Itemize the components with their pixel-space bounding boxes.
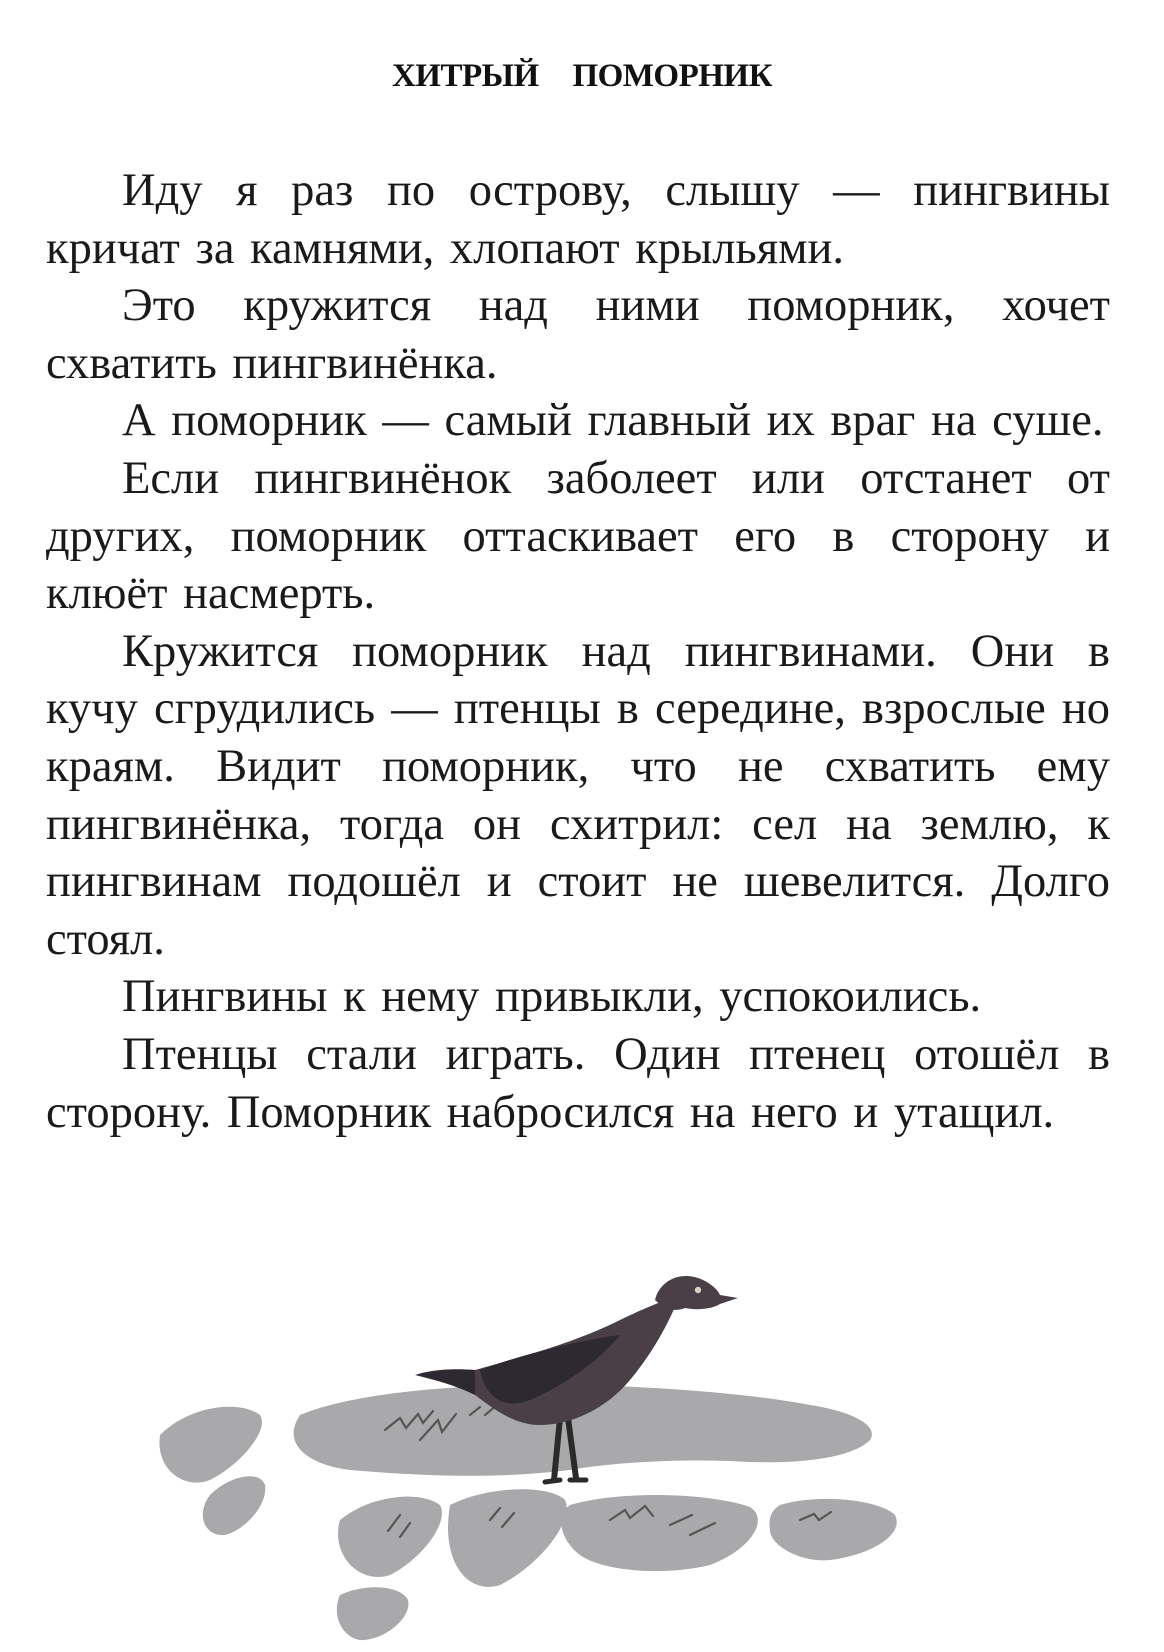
story-text (46, 162, 1110, 1141)
paragraph: Это кружится над ними поморник, хочет схватить пингвинёнка. (46, 280, 1110, 389)
rock-small-left (203, 1476, 265, 1535)
paragraph: Птенцы стали играть. Один птенец отошёл в сторону. Поморник набросился на него и утащил. (46, 1028, 1110, 1138)
rock-bottom-4 (769, 1499, 896, 1560)
rock-bottom-5 (337, 1587, 409, 1640)
paragraph: Пингвины к нему привыкли, успокоились. (122, 971, 982, 1023)
paragraph: А поморник — самый главный их враг на суше. (122, 395, 1104, 447)
rock-bottom-3 (561, 1495, 758, 1571)
rock-bottom-1 (338, 1497, 442, 1577)
rock-left (159, 1407, 262, 1483)
story-title: ХИТРЫЙ ПОМОРНИК (391, 58, 773, 94)
rock-bottom-2 (448, 1489, 567, 1587)
paragraph: Иду я раз по острову, слышу — пингвины кричат за камнями, хлопают крыльями. (46, 165, 1110, 274)
skua-on-rock-icon (150, 1265, 1050, 1650)
paragraph: Если пингвинёнок заболеет или отстанет от других, поморник оттаскивает его в сторону и клюёт насмерть. (46, 452, 1110, 620)
paragraph: Кружится поморник над пингвинами. Они в кучу сгрудились — птенцы в середине, взрослые но краям. Видит поморник, что не схватить ему пингвинёнка, тогда он схитрил: сел на землю, к пингвинам подошёл и стоит не шевелится. Долго стоял. (46, 625, 1110, 965)
